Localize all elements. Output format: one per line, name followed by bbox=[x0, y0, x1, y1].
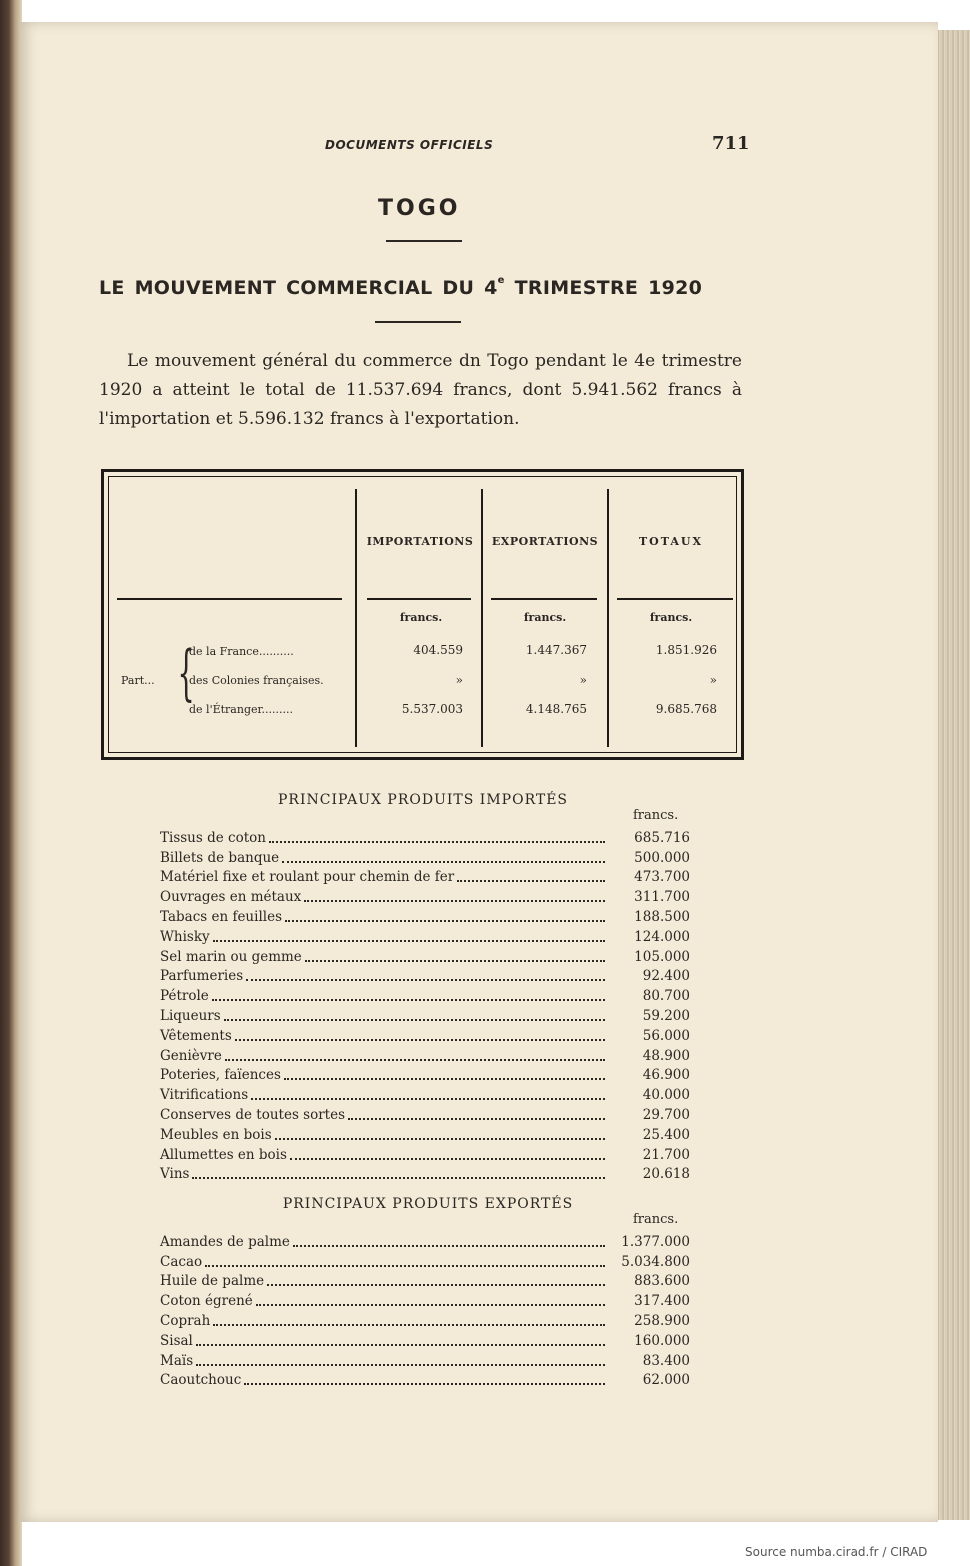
product-name: Cacao bbox=[160, 1253, 203, 1270]
table-header-rule bbox=[491, 598, 597, 600]
cell-total-france: 1.851.926 bbox=[655, 643, 717, 657]
cell-export-etranger: 4.148.765 bbox=[525, 702, 587, 716]
import-item-row bbox=[160, 1163, 690, 1183]
book-page-edges bbox=[935, 30, 970, 1520]
product-name: Tabacs en feuilles bbox=[160, 908, 283, 925]
product-value: 160.000 bbox=[634, 1332, 690, 1349]
row-label-france: de la France.......... bbox=[189, 645, 294, 658]
title-rule bbox=[386, 240, 462, 242]
product-value: 258.900 bbox=[634, 1312, 690, 1329]
import-item-row bbox=[160, 1083, 690, 1103]
product-value: 92.400 bbox=[642, 968, 690, 985]
section-subtitle: LE MOUVEMENT COMMERCIAL DU 4e TRIMESTRE 1920 bbox=[99, 275, 703, 299]
product-name: Tissus de coton bbox=[160, 829, 266, 846]
product-value: 83.400 bbox=[642, 1352, 690, 1369]
page-number: 711 bbox=[712, 133, 750, 154]
cell-import-france: 404.559 bbox=[413, 643, 463, 657]
export-item-row bbox=[160, 1270, 690, 1290]
dot-leader bbox=[305, 959, 605, 962]
cell-import-colonies: » bbox=[455, 673, 463, 687]
column-header-exportations: EXPORTATIONS bbox=[491, 535, 599, 548]
source-credit: Source numba.cirad.fr / CIRAD bbox=[745, 1545, 928, 1559]
product-name: Vêtements bbox=[160, 1027, 232, 1044]
import-item-row bbox=[160, 826, 690, 846]
product-name: Poteries, faïences bbox=[160, 1067, 281, 1084]
product-name: Vitrifications bbox=[160, 1087, 249, 1104]
page-title: TOGO bbox=[378, 196, 461, 221]
product-name: Liqueurs bbox=[160, 1007, 221, 1024]
dot-leader bbox=[246, 978, 605, 981]
product-value: 21.700 bbox=[642, 1146, 690, 1163]
product-name: Genièvre bbox=[160, 1047, 222, 1064]
product-value: 62.000 bbox=[642, 1372, 690, 1389]
product-name: Conserves de toutes sortes bbox=[160, 1106, 346, 1123]
product-value: 56.000 bbox=[642, 1027, 690, 1044]
dot-leader bbox=[235, 1038, 605, 1041]
product-value: 188.500 bbox=[634, 908, 690, 925]
export-item-row bbox=[160, 1329, 690, 1349]
product-name: Maïs bbox=[160, 1352, 194, 1369]
product-value: 883.600 bbox=[634, 1273, 690, 1290]
dot-leader bbox=[267, 1283, 605, 1286]
cell-total-etranger: 9.685.768 bbox=[655, 702, 717, 716]
dot-leader bbox=[244, 1382, 605, 1385]
dot-leader bbox=[284, 1077, 605, 1080]
product-name: Sisal bbox=[160, 1332, 193, 1349]
cell-export-colonies: » bbox=[579, 673, 587, 687]
row-label-colonies: des Colonies françaises. bbox=[189, 674, 324, 687]
product-value: 685.716 bbox=[634, 829, 690, 846]
exports-unit-label: francs. bbox=[633, 1212, 679, 1227]
dot-leader bbox=[304, 899, 605, 902]
cell-total-colonies: » bbox=[709, 673, 717, 687]
table-header-rule bbox=[367, 598, 471, 600]
part-label: Part... bbox=[121, 674, 155, 687]
product-value: 80.700 bbox=[642, 988, 690, 1005]
dot-leader bbox=[212, 998, 605, 1001]
cell-export-france: 1.447.367 bbox=[525, 643, 587, 657]
import-item-row bbox=[160, 965, 690, 985]
table-divider bbox=[481, 489, 483, 747]
dot-leader bbox=[192, 1176, 605, 1179]
import-item-row bbox=[160, 1123, 690, 1143]
import-item-row bbox=[160, 1143, 690, 1163]
book-binding-edge bbox=[0, 0, 22, 1566]
product-value: 473.700 bbox=[634, 869, 690, 886]
product-name: Parfumeries bbox=[160, 968, 244, 985]
product-name: Coprah bbox=[160, 1312, 211, 1329]
product-name: Sel marin ou gemme bbox=[160, 948, 302, 965]
table-header-rule bbox=[617, 598, 733, 600]
dot-leader bbox=[251, 1097, 605, 1100]
product-value: 105.000 bbox=[634, 948, 690, 965]
dot-leader bbox=[213, 939, 605, 942]
import-item-row bbox=[160, 866, 690, 886]
product-name: Pétrole bbox=[160, 988, 209, 1005]
unit-label: francs. bbox=[399, 611, 443, 624]
dot-leader bbox=[196, 1363, 605, 1366]
product-value: 40.000 bbox=[642, 1087, 690, 1104]
product-name: Whisky bbox=[160, 928, 210, 945]
column-header-importations: IMPORTATIONS bbox=[366, 535, 474, 548]
exports-list bbox=[160, 1230, 690, 1388]
dot-leader bbox=[285, 919, 605, 922]
cell-import-etranger: 5.537.003 bbox=[401, 702, 463, 716]
product-value: 59.200 bbox=[642, 1007, 690, 1024]
imports-unit-label: francs. bbox=[633, 808, 679, 823]
product-name: Ouvrages en métaux bbox=[160, 889, 302, 906]
export-item-row bbox=[160, 1289, 690, 1309]
product-name: Huile de palme bbox=[160, 1273, 265, 1290]
dot-leader bbox=[205, 1264, 605, 1267]
product-name: Caoutchouc bbox=[160, 1372, 242, 1389]
table-divider bbox=[607, 489, 609, 747]
product-name: Meubles en bois bbox=[160, 1126, 272, 1143]
product-value: 29.700 bbox=[642, 1106, 690, 1123]
product-value: 1.377.000 bbox=[621, 1233, 690, 1250]
import-item-row bbox=[160, 925, 690, 945]
product-name: Matériel fixe et roulant pour chemin de fer bbox=[160, 869, 455, 886]
table-header-rule bbox=[117, 598, 342, 600]
dot-leader bbox=[225, 1058, 605, 1061]
product-name: Amandes de palme bbox=[160, 1233, 290, 1250]
import-item-row bbox=[160, 984, 690, 1004]
unit-label: francs. bbox=[523, 611, 567, 624]
product-name: Allumettes en bois bbox=[160, 1146, 287, 1163]
imports-section-title: PRINCIPAUX PRODUITS IMPORTÉS bbox=[277, 792, 569, 808]
dot-leader bbox=[275, 1137, 605, 1140]
summary-table-inner-border bbox=[108, 476, 737, 753]
import-item-row bbox=[160, 1044, 690, 1064]
product-value: 124.000 bbox=[634, 928, 690, 945]
dot-leader bbox=[196, 1343, 605, 1346]
product-value: 48.900 bbox=[642, 1047, 690, 1064]
product-name: Coton égrené bbox=[160, 1293, 253, 1310]
brace-glyph: { bbox=[177, 638, 195, 708]
product-value: 5.034.800 bbox=[621, 1253, 690, 1270]
intro-paragraph: Le mouvement général du commerce dn Togo pendant le 4e trimestre 1920 a atteint le total de 11.537.694 francs, dont 5.941.562 francs à l'importation et 5.596.132 francs à l'exportation. bbox=[99, 351, 742, 429]
summary-table bbox=[101, 469, 744, 760]
table-divider bbox=[355, 489, 357, 747]
unit-label: francs. bbox=[649, 611, 693, 624]
exports-section-title: PRINCIPAUX PRODUITS EXPORTÉS bbox=[282, 1196, 574, 1212]
product-value: 317.400 bbox=[634, 1293, 690, 1310]
dot-leader bbox=[457, 879, 605, 882]
dot-leader bbox=[293, 1244, 605, 1247]
dot-leader bbox=[282, 860, 605, 863]
import-item-row bbox=[160, 1004, 690, 1024]
import-item-row bbox=[160, 1024, 690, 1044]
import-item-row bbox=[160, 905, 690, 925]
product-value: 46.900 bbox=[642, 1067, 690, 1084]
subtitle-rule bbox=[375, 321, 461, 323]
export-item-row bbox=[160, 1250, 690, 1270]
product-name: Billets de banque bbox=[160, 849, 280, 866]
import-item-row bbox=[160, 1103, 690, 1123]
dot-leader bbox=[213, 1323, 605, 1326]
imports-list bbox=[160, 826, 690, 1182]
dot-leader bbox=[224, 1018, 605, 1021]
import-item-row bbox=[160, 945, 690, 965]
running-header: DOCUMENTS OFFICIELS bbox=[325, 138, 494, 152]
product-value: 25.400 bbox=[642, 1126, 690, 1143]
row-label-etranger: de l'Étranger......... bbox=[189, 703, 294, 716]
dot-leader bbox=[348, 1117, 605, 1120]
product-value: 20.618 bbox=[642, 1166, 690, 1183]
product-value: 311.700 bbox=[634, 889, 690, 906]
column-header-totaux: TOTAUX bbox=[638, 535, 703, 548]
export-item-row bbox=[160, 1230, 690, 1250]
import-item-row bbox=[160, 1064, 690, 1084]
dot-leader bbox=[290, 1157, 605, 1160]
import-item-row bbox=[160, 846, 690, 866]
import-item-row bbox=[160, 885, 690, 905]
dot-leader bbox=[256, 1303, 605, 1306]
export-item-row bbox=[160, 1349, 690, 1369]
export-item-row bbox=[160, 1309, 690, 1329]
dot-leader bbox=[269, 840, 605, 843]
export-item-row bbox=[160, 1369, 690, 1389]
product-value: 500.000 bbox=[634, 849, 690, 866]
product-name: Vins bbox=[160, 1166, 190, 1183]
